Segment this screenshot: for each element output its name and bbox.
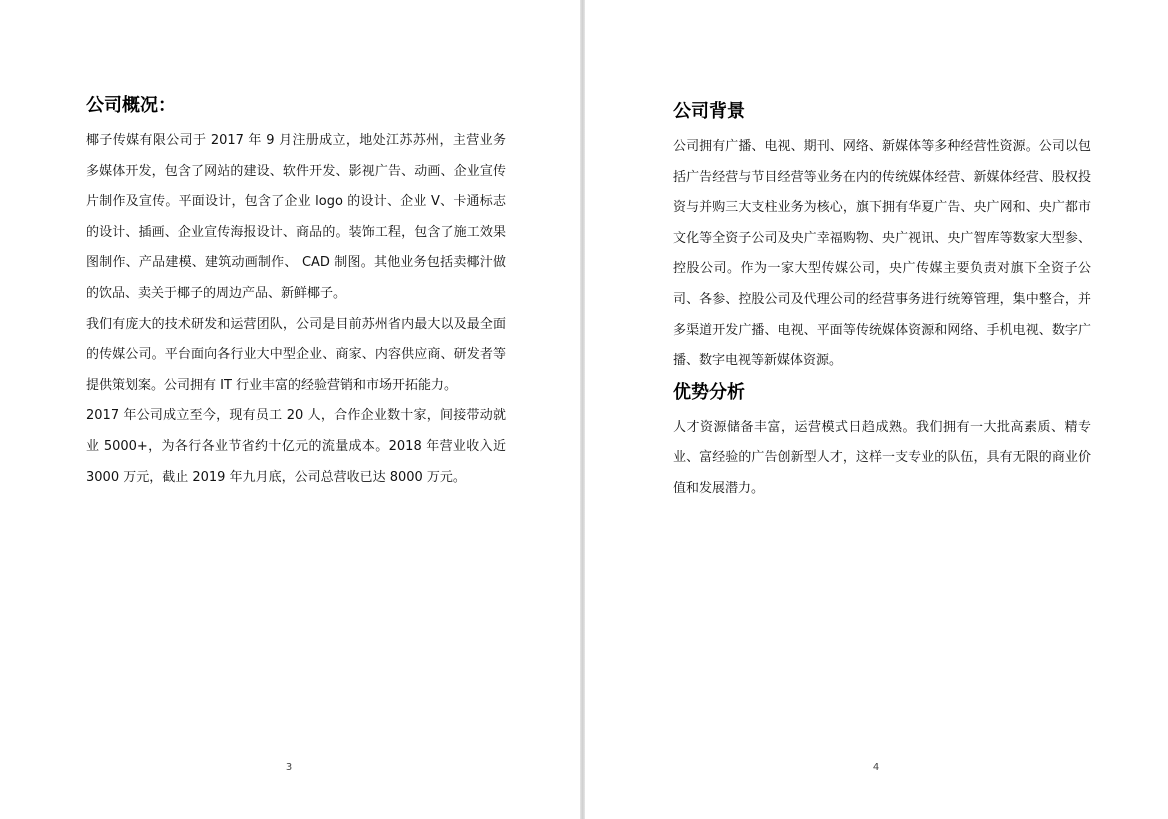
page-number-3: 3 [285,762,293,773]
overview-paragraph-1: 椰子传媒有限公司于 2017 年 9 月注册成立，地处江苏苏州，主营业务多媒体开发，包含了网站的建设、软件开发、影视广告、动画、企业宣传片制作及宣传。平面设计，包含了企业 logo 的设计、企业 V、卡通标志的设计、插画、企业宣传海报设计、商品的。装饰工程，包含了施工效果图制作、产品建模、建筑动画制作、 CAD 制图。其他业务包括卖椰汁做的饮品、卖关于椰子的周边产品、新鲜椰子。 [86,133,506,301]
company-background-heading: 公司背景 [673,101,745,122]
company-overview-heading: 公司概况： [86,95,176,116]
page-4-content [673,100,1091,505]
overview-paragraph-2: 我们有庞大的技术研发和运营团队，公司是目前苏州省内最大以及最全面的传媒公司。平台面向各行业大中型企业、商家、内容供应商、研发者等提供策划案。公司拥有 IT 行业丰富的经验营销和市场开拓能力。 [86,316,506,393]
page-4 [585,0,1168,819]
background-paragraph: 公司拥有广播、电视、期刊、网络、新媒体等多种经营性资源。公司以包括广告经营与节目经营等业务在内的传统媒体经营、新媒体经营、股权投资与并购三大支柱业务为核心，旗下拥有华夏广告、央广网和、央广都市文化等全资子公司及央广幸福购物、央广视讯、央广智库等数家大型参、控股公司。作为一家大型传媒公司，央广传媒主要负责对旗下全资子公司、各参、控股公司及代理公司的经营事务进行统筹管理，集中整合，并多渠道开发广播、电视、平面等传统媒体资源和网络、手机电视、数字广播、数字电视等新媒体资源。 [673,139,1091,369]
advantage-paragraph: 人才资源储备丰富，运营模式日趋成熟。我们拥有一大批高素质、精专业、富经验的广告创新型人才，这样一支专业的队伍，具有无限的商业价值和发展潜力。 [673,419,1091,496]
advantage-analysis-heading: 优势分析 [673,381,745,403]
page-number-4: 4 [872,762,880,773]
page-3-content [86,94,506,493]
overview-paragraph-3: 2017 年公司成立至今，现有员工 20 人，合作企业数十家，间接带动就业 5000+，为各行各业节省约十亿元的流量成本。2018 年营业收入近 3000 万元，截止 2019 年九月底，公司总营收已达 8000 万元。 [86,408,506,485]
page-3 [0,0,580,819]
